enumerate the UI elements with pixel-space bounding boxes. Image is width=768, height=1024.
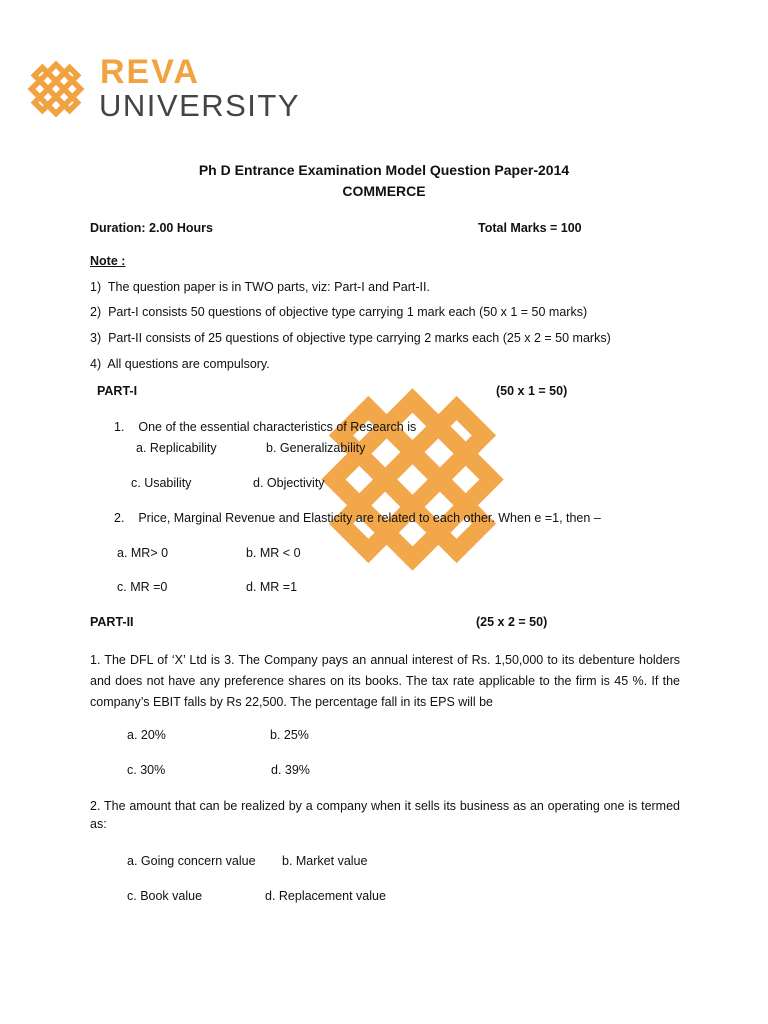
page-title: Ph D Entrance Examination Model Question Paper-2014 bbox=[198, 162, 570, 178]
option: a. 20% bbox=[127, 728, 166, 742]
option: b. 25% bbox=[270, 728, 309, 742]
note-item bbox=[90, 331, 611, 345]
page-subtitle: COMMERCE bbox=[342, 183, 426, 199]
option: b. Generalizability bbox=[266, 441, 366, 455]
option: c. Usability bbox=[131, 476, 192, 490]
note-item-num: 3) bbox=[90, 331, 102, 345]
reva-watermark-icon bbox=[305, 372, 520, 587]
note-item-num: 4) bbox=[90, 357, 102, 371]
option: d. 39% bbox=[271, 763, 310, 777]
option: b. MR < 0 bbox=[246, 546, 301, 560]
note-item bbox=[90, 305, 587, 319]
note-item-num: 2) bbox=[90, 305, 102, 319]
option: a. Going concern value bbox=[127, 854, 256, 868]
note-item-text: The question paper is in TWO parts, viz: Part-I and Part-II. bbox=[107, 280, 430, 294]
option: d. MR =1 bbox=[246, 580, 298, 594]
question-num: 2. bbox=[114, 511, 125, 525]
question-text: Price, Marginal Revenue and Elasticity are related to each other. When e =1, then – bbox=[138, 511, 601, 525]
note-item-text: Part-II consists of 25 questions of objective type carrying 2 marks each (25 x 2 = 50 marks) bbox=[108, 331, 611, 345]
question-num: 1. bbox=[114, 420, 125, 434]
option: d. Objectivity bbox=[253, 476, 325, 490]
question-part1-1 bbox=[114, 420, 416, 434]
note-heading: Note : bbox=[90, 254, 126, 268]
note-item bbox=[90, 280, 430, 294]
total-marks-text: Total Marks = 100 bbox=[478, 221, 582, 235]
option: c. 30% bbox=[127, 763, 166, 777]
part1-label: PART-I bbox=[97, 384, 138, 398]
option: b. Market value bbox=[282, 854, 368, 868]
option: c. Book value bbox=[127, 889, 203, 903]
note-item-text: Part-I consists 50 questions of objective type carrying 1 mark each (50 x 1 = 50 marks) bbox=[108, 305, 588, 319]
duration-text: Duration: 2.00 Hours bbox=[90, 221, 213, 235]
option: c. MR =0 bbox=[117, 580, 168, 594]
question-text: One of the essential characteristics of Research is bbox=[138, 420, 417, 434]
question-part1-2 bbox=[114, 511, 601, 525]
part2-label: PART-II bbox=[90, 615, 134, 629]
logo-word-university: UNIVERSITY bbox=[99, 88, 301, 123]
question-part2-2: 2. The amount that can be realized by a company when it sells its business as an operating one is termed as: bbox=[90, 799, 680, 831]
option: a. Replicability bbox=[136, 441, 217, 455]
note-item bbox=[90, 357, 270, 371]
reva-logo-icon bbox=[25, 58, 87, 120]
note-item-text: All questions are compulsory. bbox=[107, 357, 270, 371]
note-item-num: 1) bbox=[90, 280, 102, 294]
option: d. Replacement value bbox=[265, 889, 386, 903]
logo-word-reva: REVA bbox=[100, 53, 200, 91]
part2-marks: (25 x 2 = 50) bbox=[476, 615, 548, 629]
part1-marks: (50 x 1 = 50) bbox=[496, 384, 568, 398]
question-part2-1: 1. The DFL of ‘X’ Ltd is 3. The Company pays an annual interest of Rs. 1,50,000 to its debenture holders and does not have any preference shares on its books. The tax rate applicable to the firm is 45 %. If the company’s EBIT falls by Rs 22,500. The percentage fall in its EPS will be bbox=[90, 653, 680, 709]
option: a. MR> 0 bbox=[117, 546, 169, 560]
